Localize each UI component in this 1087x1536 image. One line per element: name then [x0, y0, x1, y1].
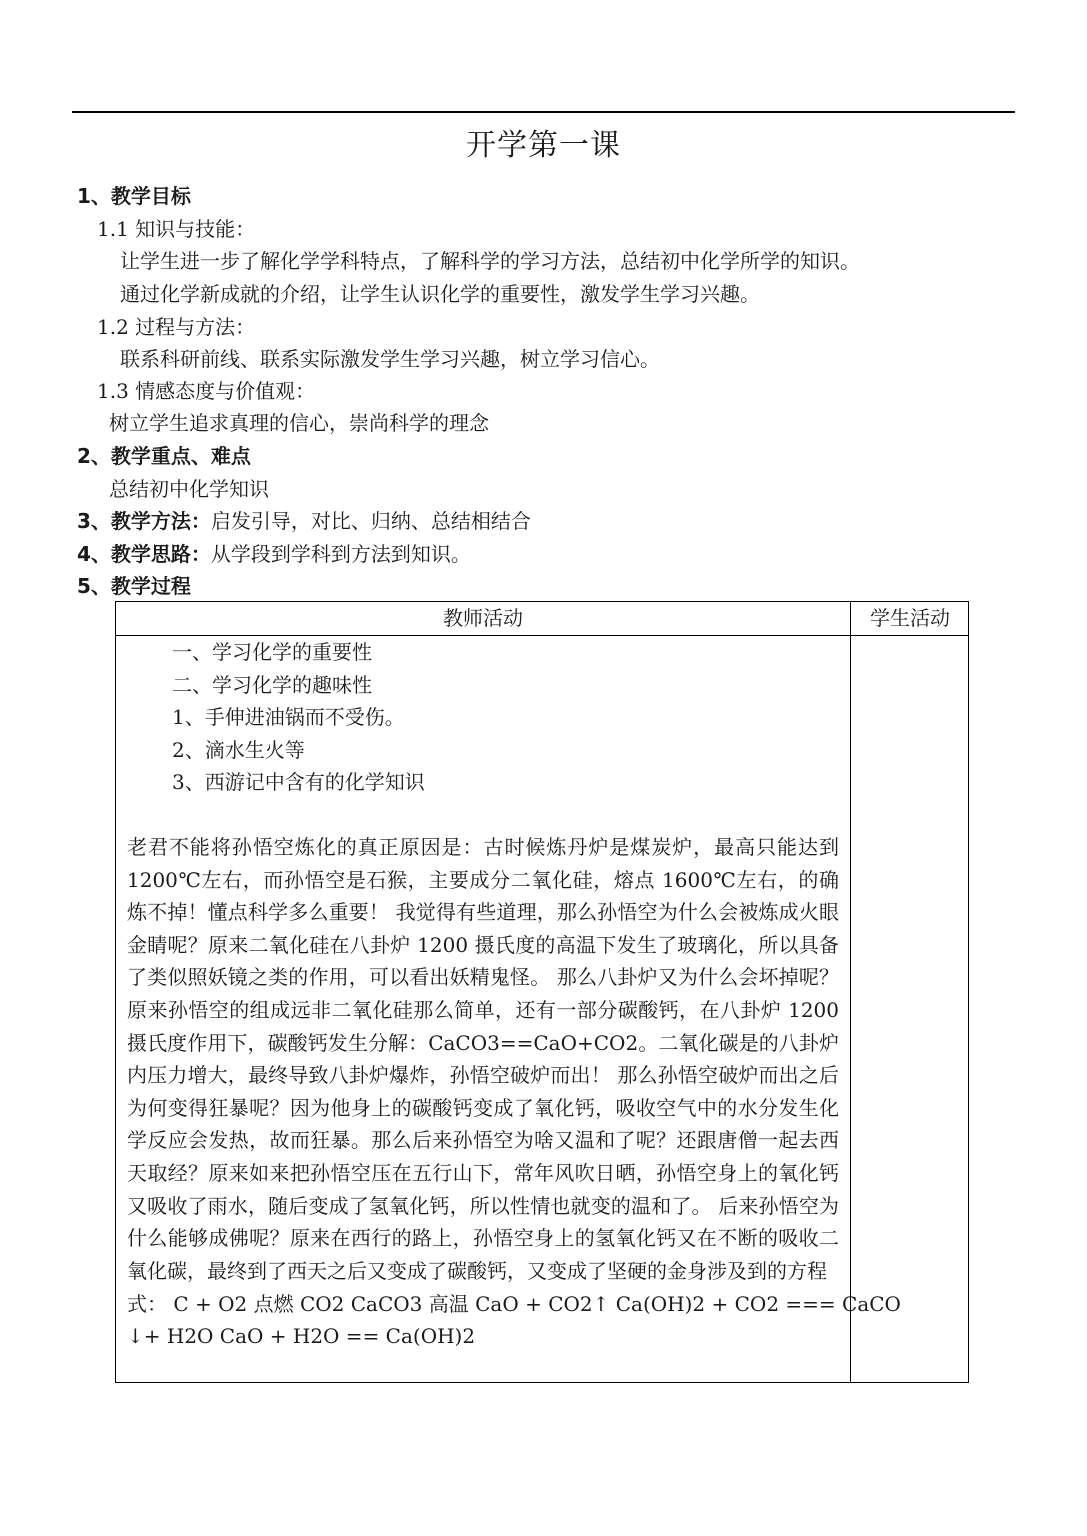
section-3-row [77, 507, 531, 535]
list-item: 1、手伸进油锅而不受伤。 [172, 705, 405, 729]
list-item: 一、学习化学的重要性 [172, 640, 372, 664]
table-header-teacher: 教师活动 [443, 606, 523, 630]
page-title: 开学第一课 [466, 128, 621, 163]
subsection-1-1: 1.1 知识与技能： [97, 217, 256, 241]
section-4-heading: 4、教学思路： [77, 542, 211, 566]
list-item: 2、滴水生火等 [172, 738, 305, 762]
objective-text: 让学生进一步了解化学学科特点，了解科学的学习方法，总结初中化学所学的知识。 [120, 249, 860, 273]
equation-line: ↓+ H2O CaO + H2O == Ca(OH)2 [127, 1324, 476, 1348]
list-item: 3、西游记中含有的化学知识 [172, 770, 425, 794]
section-5-heading: 5、教学过程 [77, 574, 191, 598]
subsection-1-3: 1.3 情感态度与价值观： [97, 379, 316, 403]
list-item: 二、学习化学的趣味性 [172, 673, 372, 697]
section-2-heading: 2、教学重点、难点 [77, 444, 251, 468]
section-4-row [77, 540, 471, 568]
story-paragraph: 老君不能将孙悟空炼化的真正原因是：古时候炼丹炉是煤炭炉，最高只能达到 1200℃左右，而孙悟空是石猴，主要成分二氧化硅，熔点 1600℃左右，的确炼不掉！懂点科学多么重要！ 我觉得有些道理，那么孙悟空为什么会被炼成火眼金睛呢？原来二氧化硅在八卦炉 1200 摄氏度的高温下发生了玻璃化，所以具备了类似照妖镜之类的作用，可以看出妖精鬼怪。 那么八卦炉又为什么会坏掉呢？原来孙悟空的组成远非二氧化硅那么简单，还有一部分碳酸钙，在八卦炉 1200 摄氏度作用下，碳酸钙发生分解：CaCO3==CaO+CO2。二氧化碳是的八卦炉内压力增大，最终导致八卦炉爆炸，孙悟空破炉而出！ 那么孙悟空破炉而出之后为何变得狂暴呢？因为他身上的碳酸钙变成了氧化钙，吸收空气中的水分发生化学反应会发热，故而狂暴。那么后来孙悟空为啥又温和了呢？还跟唐僧一起去西天取经？原来如来把孙悟空压在五行山下，常年风吹日晒，孙悟空身上的氧化钙又吸收了雨水，随后变成了氢氧化钙，所以性情也就变的温和了。 后来孙悟空为什么能够成佛呢？原来在西行的路上，孙悟空身上的氢氧化钙又在不断的吸收二氧化碳，最终到了西天之后又变成了碳酸钙，又变成了坚硬的金身涉及到的方程 [127, 835, 839, 1283]
objective-text: 通过化学新成就的介绍，让学生认识化学的重要性，激发学生学习兴趣。 [120, 282, 760, 306]
table-column-divider [850, 601, 851, 1383]
key-points-text: 总结初中化学知识 [109, 477, 269, 501]
table-header-student: 学生活动 [870, 606, 950, 630]
header-rule [72, 111, 1015, 113]
section-1-heading: 1、教学目标 [77, 184, 191, 208]
equation-line: 式： C + O2 点燃 CO2 CaCO3 高温 CaO + CO2↑ Ca(OH)2 + CO2 === CaCO [127, 1292, 901, 1316]
objective-text: 联系科研前线、联系实际激发学生学习兴趣，树立学习信心。 [120, 347, 660, 371]
objective-text: 树立学生追求真理的信心，崇尚科学的理念 [109, 411, 489, 435]
section-4-text: 从学段到学科到方法到知识。 [210, 542, 471, 566]
table-header-divider [115, 635, 969, 636]
subsection-1-2: 1.2 过程与方法： [97, 315, 256, 339]
section-3-text: 启发引导，对比、归纳、总结相结合 [210, 509, 531, 533]
section-3-heading: 3、教学方法： [77, 509, 211, 533]
